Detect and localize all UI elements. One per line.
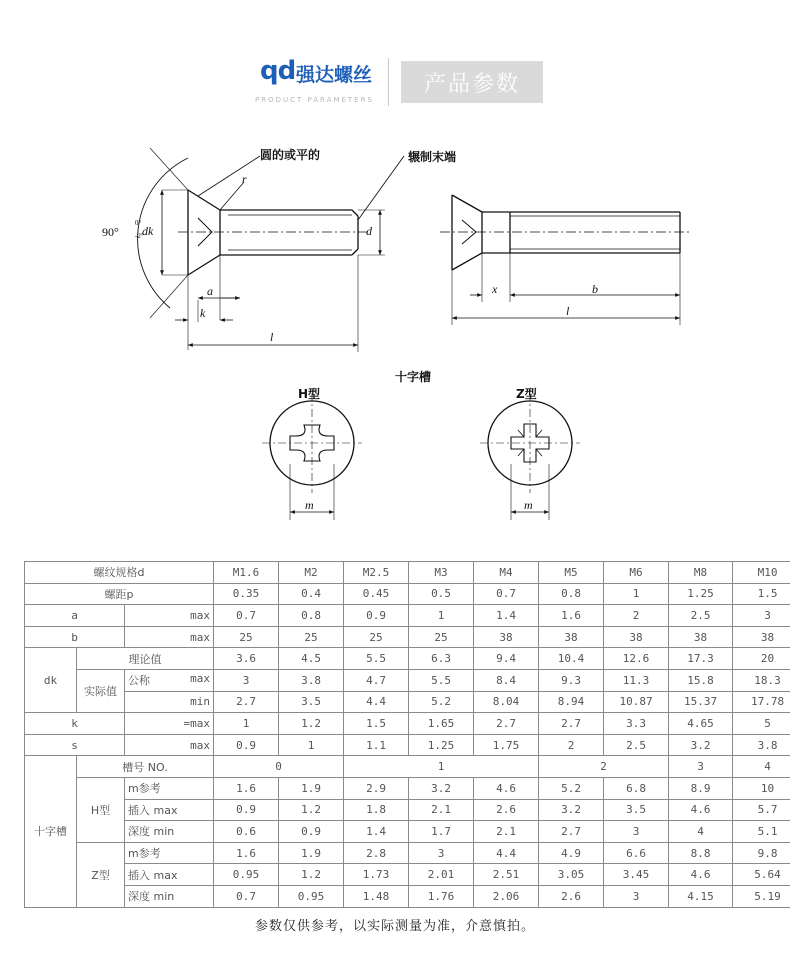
- dk-min-value: 10.87: [604, 691, 669, 713]
- size-header: M4: [474, 562, 539, 584]
- z-m-value: 6.6: [604, 842, 669, 864]
- label-dk: dk: [142, 224, 154, 238]
- cross-recess-label: 十字槽: [25, 756, 77, 907]
- label-cross-recess: 十字槽: [395, 370, 432, 384]
- logo-prefix: qd: [260, 56, 296, 86]
- a-value: 0.7: [214, 605, 279, 627]
- pitch-value: 1: [604, 583, 669, 605]
- s-value: 3.8: [733, 734, 790, 756]
- dk-max-value: 15.8: [669, 669, 733, 691]
- h-depth-value: 0.6: [214, 821, 279, 843]
- row-h-depth: [25, 821, 790, 843]
- z-insert-value: 2.01: [409, 864, 474, 886]
- k-value: 1.2: [279, 713, 344, 735]
- s-value: 1.75: [474, 734, 539, 756]
- slot-no-label: 槽号 NO.: [77, 756, 214, 778]
- k-value: 1.5: [344, 713, 409, 735]
- dk-label: dk: [25, 648, 77, 713]
- dk-min-value: 2.7: [214, 691, 279, 713]
- row-slot-no: [25, 756, 790, 778]
- slot-no-value: 3: [669, 756, 733, 778]
- thread-spec-label: 螺纹规格d: [25, 562, 214, 584]
- h-m-value: 1.6: [214, 777, 279, 799]
- h-depth-value: 1.7: [409, 821, 474, 843]
- b-value: 38: [733, 626, 790, 648]
- slot-no-value: 1: [344, 756, 539, 778]
- row-h-insert: [25, 799, 790, 821]
- b-label: b: [25, 626, 125, 648]
- z-m-label: m参考: [125, 842, 214, 864]
- dk-max-value: 18.3: [733, 669, 790, 691]
- pitch-label: 螺距p: [25, 583, 214, 605]
- dk-theory-value: 10.4: [539, 648, 604, 670]
- h-m-value: 4.6: [474, 777, 539, 799]
- label-m-z: m: [524, 498, 533, 512]
- z-depth-label: 深度 min: [125, 885, 214, 907]
- h-m-label: m参考: [125, 777, 214, 799]
- z-depth-value: 0.7: [214, 885, 279, 907]
- s-value: 1.25: [409, 734, 474, 756]
- h-depth-value: 1.4: [344, 821, 409, 843]
- pitch-value: 0.35: [214, 583, 279, 605]
- h-depth-value: 5.1: [733, 821, 790, 843]
- pitch-value: 0.5: [409, 583, 474, 605]
- dk-min-value: 17.78: [733, 691, 790, 713]
- z-m-value: 9.8: [733, 842, 790, 864]
- row-dk-theory: [25, 648, 790, 670]
- z-depth-value: 1.48: [344, 885, 409, 907]
- row-dk-min: [25, 691, 790, 713]
- z-depth-value: 0.95: [279, 885, 344, 907]
- label-round-or-flat: 圆的或平的: [260, 148, 321, 162]
- h-depth-value: 0.9: [279, 821, 344, 843]
- section-title-badge: 产品参数: [401, 61, 543, 103]
- brand-logo: [260, 58, 390, 94]
- z-depth-value: 2.6: [539, 885, 604, 907]
- row-z-insert: [25, 864, 790, 886]
- row-z-depth: [25, 885, 790, 907]
- dk-theory-value: 9.4: [474, 648, 539, 670]
- label-l-left: l: [270, 330, 274, 344]
- h-m-value: 8.9: [669, 777, 733, 799]
- z-insert-value: 3.05: [539, 864, 604, 886]
- size-header: M6: [604, 562, 669, 584]
- b-value: 38: [669, 626, 733, 648]
- spec-table: [24, 561, 790, 908]
- pitch-value: 0.7: [474, 583, 539, 605]
- s-value: 3.2: [669, 734, 733, 756]
- s-label: s: [25, 734, 125, 756]
- z-m-value: 8.8: [669, 842, 733, 864]
- label-l-right: l: [566, 304, 570, 318]
- dk-nominal-max-label: [125, 669, 214, 691]
- h-m-value: 3.2: [409, 777, 474, 799]
- b-sub-label: max: [125, 626, 214, 648]
- a-value: 2: [604, 605, 669, 627]
- row-thread-spec: [25, 562, 790, 584]
- size-header: M2: [279, 562, 344, 584]
- pitch-value: 1.25: [669, 583, 733, 605]
- z-m-value: 1.9: [279, 842, 344, 864]
- size-header: M1.6: [214, 562, 279, 584]
- h-insert-value: 0.9: [214, 799, 279, 821]
- s-value: 2: [539, 734, 604, 756]
- h-depth-value: 4: [669, 821, 733, 843]
- slot-no-value: 4: [733, 756, 790, 778]
- z-m-value: 4.9: [539, 842, 604, 864]
- row-z-m: [25, 842, 790, 864]
- footnote: 参数仅供参考，以实际测量为准，介意慎拍。: [254, 919, 535, 934]
- dk-theory-value: 20: [733, 648, 790, 670]
- dk-max-value: 3: [214, 669, 279, 691]
- pitch-value: 0.45: [344, 583, 409, 605]
- label-d: d: [366, 224, 372, 238]
- size-header: M5: [539, 562, 604, 584]
- dk-max-sub-label: max: [190, 672, 211, 686]
- dk-max-value: 11.3: [604, 669, 669, 691]
- z-depth-value: 5.19: [733, 885, 790, 907]
- h-m-value: 10: [733, 777, 790, 799]
- z-insert-value: 0.95: [214, 864, 279, 886]
- label-m-h: m: [305, 498, 314, 512]
- z-insert-value: 1.2: [279, 864, 344, 886]
- row-h-m: [25, 777, 790, 799]
- page-header: [0, 0, 790, 130]
- a-value: 1: [409, 605, 474, 627]
- z-insert-label: 插入 max: [125, 864, 214, 886]
- logo-subtitle: PRODUCT PARAMETERS: [255, 96, 374, 104]
- b-value: 38: [539, 626, 604, 648]
- h-insert-value: 2.6: [474, 799, 539, 821]
- label-h-type: H型: [298, 387, 321, 401]
- z-insert-value: 3.45: [604, 864, 669, 886]
- a-sub-label: max: [125, 605, 214, 627]
- k-value: 5: [733, 713, 790, 735]
- size-header: M2.5: [344, 562, 409, 584]
- z-m-value: 4.4: [474, 842, 539, 864]
- k-value: 2.7: [474, 713, 539, 735]
- k-label: k: [25, 713, 125, 735]
- logo-text: 强达螺丝: [296, 64, 373, 86]
- b-value: 25: [214, 626, 279, 648]
- b-value: 25: [409, 626, 474, 648]
- h-insert-value: 1.8: [344, 799, 409, 821]
- slot-no-value: 2: [539, 756, 669, 778]
- dk-theory-value: 3.6: [214, 648, 279, 670]
- z-insert-value: 4.6: [669, 864, 733, 886]
- h-m-value: 6.8: [604, 777, 669, 799]
- slot-no-value: 0: [214, 756, 344, 778]
- dk-theory-value: 6.3: [409, 648, 474, 670]
- spec-table-body: [25, 562, 790, 908]
- h-insert-value: 5.7: [733, 799, 790, 821]
- h-m-value: 5.2: [539, 777, 604, 799]
- label-a: a: [207, 284, 213, 298]
- h-insert-label: 插入 max: [125, 799, 214, 821]
- row-k: [25, 713, 790, 735]
- dk-nominal-label: 公称: [128, 674, 150, 688]
- dk-min-value: 15.37: [669, 691, 733, 713]
- dk-min-value: 3.5: [279, 691, 344, 713]
- h-m-value: 2.9: [344, 777, 409, 799]
- dk-theory-label: 理论值: [77, 648, 214, 670]
- s-value: 0.9: [214, 734, 279, 756]
- a-value: 2.5: [669, 605, 733, 627]
- z-m-value: 3: [409, 842, 474, 864]
- b-value: 38: [474, 626, 539, 648]
- size-header: M3: [409, 562, 474, 584]
- k-value: 3.3: [604, 713, 669, 735]
- h-insert-value: 3.5: [604, 799, 669, 821]
- h-insert-value: 4.6: [669, 799, 733, 821]
- h-type-label: H型: [77, 777, 125, 842]
- dk-actual-label: 实际值: [77, 669, 125, 712]
- dk-max-value: 3.8: [279, 669, 344, 691]
- h-insert-value: 3.2: [539, 799, 604, 821]
- s-value: 2.5: [604, 734, 669, 756]
- label-rolled-end: 辗制末端: [408, 150, 457, 164]
- label-x: x: [492, 282, 498, 296]
- z-m-value: 1.6: [214, 842, 279, 864]
- k-sub-label: =max: [125, 713, 214, 735]
- s-value: 1: [279, 734, 344, 756]
- size-header: M8: [669, 562, 733, 584]
- size-header: M10: [733, 562, 790, 584]
- z-depth-value: 1.76: [409, 885, 474, 907]
- row-b: [25, 626, 790, 648]
- dk-theory-value: 17.3: [669, 648, 733, 670]
- h-m-value: 1.9: [279, 777, 344, 799]
- z-m-value: 2.8: [344, 842, 409, 864]
- z-type-label: Z型: [77, 842, 125, 907]
- h-insert-value: 2.1: [409, 799, 474, 821]
- k-value: 1: [214, 713, 279, 735]
- row-pitch: [25, 583, 790, 605]
- k-value: 2.7: [539, 713, 604, 735]
- label-r: r: [242, 172, 247, 186]
- row-dk-max: [25, 669, 790, 691]
- s-sub-label: max: [125, 734, 214, 756]
- dk-theory-value: 4.5: [279, 648, 344, 670]
- a-value: 0.8: [279, 605, 344, 627]
- row-s: [25, 734, 790, 756]
- z-insert-value: 5.64: [733, 864, 790, 886]
- header-divider: [388, 58, 389, 106]
- dk-theory-value: 12.6: [604, 648, 669, 670]
- label-b: b: [592, 282, 598, 296]
- pitch-value: 1.5: [733, 583, 790, 605]
- dk-min-value: 8.04: [474, 691, 539, 713]
- z-insert-value: 2.51: [474, 864, 539, 886]
- dk-theory-value: 5.5: [344, 648, 409, 670]
- label-angle-tol-top: 0°: [135, 219, 142, 227]
- dk-min-value: 5.2: [409, 691, 474, 713]
- a-label: a: [25, 605, 125, 627]
- dk-max-value: 4.7: [344, 669, 409, 691]
- a-value: 1.6: [539, 605, 604, 627]
- h-depth-value: 2.7: [539, 821, 604, 843]
- s-value: 1.1: [344, 734, 409, 756]
- b-value: 25: [344, 626, 409, 648]
- h-insert-value: 1.2: [279, 799, 344, 821]
- label-angle: 90°: [102, 225, 119, 239]
- dk-min-value: 4.4: [344, 691, 409, 713]
- dk-max-value: 9.3: [539, 669, 604, 691]
- pitch-value: 0.8: [539, 583, 604, 605]
- dk-max-value: 8.4: [474, 669, 539, 691]
- k-value: 4.65: [669, 713, 733, 735]
- b-value: 25: [279, 626, 344, 648]
- screw-technical-drawing: [90, 140, 700, 530]
- label-angle-tol-sup: -2°: [135, 232, 144, 240]
- pitch-value: 0.4: [279, 583, 344, 605]
- dk-min-value: 8.94: [539, 691, 604, 713]
- z-insert-value: 1.73: [344, 864, 409, 886]
- row-a: [25, 605, 790, 627]
- z-depth-value: 2.06: [474, 885, 539, 907]
- a-value: 3: [733, 605, 790, 627]
- k-value: 1.65: [409, 713, 474, 735]
- a-value: 1.4: [474, 605, 539, 627]
- dk-min-sub-label: min: [125, 691, 214, 713]
- b-value: 38: [604, 626, 669, 648]
- h-depth-value: 3: [604, 821, 669, 843]
- a-value: 0.9: [344, 605, 409, 627]
- dk-max-value: 5.5: [409, 669, 474, 691]
- z-depth-value: 3: [604, 885, 669, 907]
- h-depth-value: 2.1: [474, 821, 539, 843]
- h-depth-label: 深度 min: [125, 821, 214, 843]
- z-depth-value: 4.15: [669, 885, 733, 907]
- drawing-lines: [90, 140, 700, 530]
- label-z-type: Z型: [516, 387, 537, 401]
- label-k: k: [200, 306, 206, 320]
